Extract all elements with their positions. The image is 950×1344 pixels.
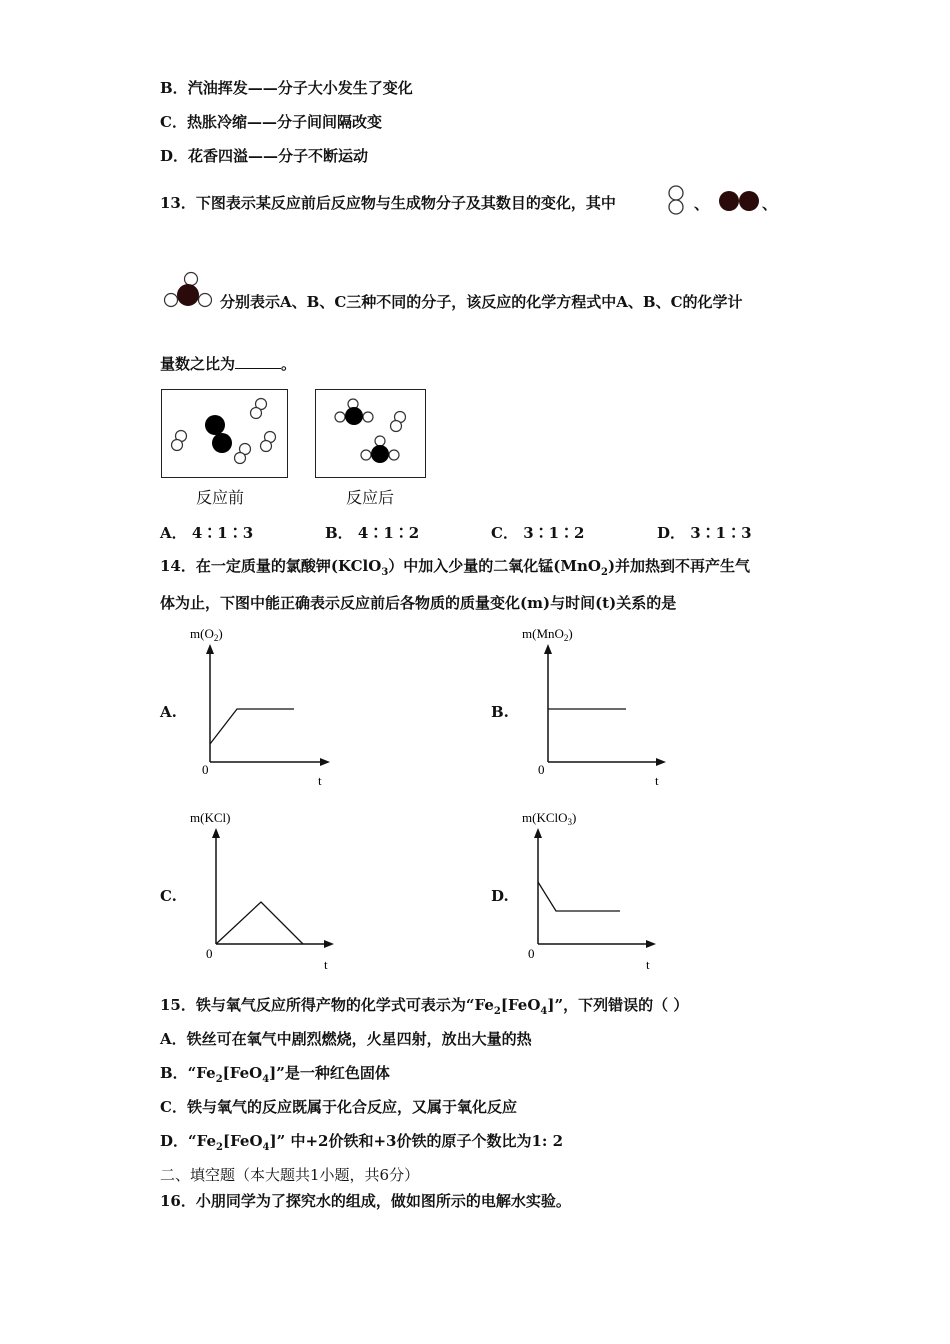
q14-stem-line2: 体为止，下图中能正确表示反应前后各物质的质量变化(m)与时间(t)关系的是 [160,594,677,612]
q12-option-c: C．热胀冷缩——分子间间隔改变 [160,113,382,131]
q12-option-b: B．汽油挥发——分子大小发生了变化 [160,79,413,97]
graph-c-ylabel: m(KCl) [190,810,231,825]
graph-b-ylabel: m(MnO$_2$) [522,626,573,643]
q13-option-a: A． 4∶1∶3 [160,524,254,542]
graph-d-ylabel: m(KClO$_3$) [522,810,577,827]
graph-a-ylabel: $m(O_2)$ [190,626,223,643]
q15-option-b: B．“$Fe_2[FeO_4]$”是一种红色固体 [160,1064,390,1085]
svg-text:t: t [646,957,650,972]
q13-stem-line1: 13．下图表示某反应前后反应物与生成物分子及其数目的变化，其中 [160,194,616,212]
svg-text:t: t [655,773,659,788]
q15-stem: 15．铁与氧气反应所得产物的化学式可表示为“$Fe_2[FeO_4]$”，下列错误的（ ） [160,996,689,1017]
molecule-a-icon [664,184,688,216]
caption-after: 反应后 [346,488,395,507]
svg-text:0: 0 [538,762,545,777]
graph-c [190,806,340,976]
graph-d-line [538,882,620,911]
graph-b-letter: B. [491,703,509,721]
svg-text:t: t [318,773,322,788]
after-molecules [316,390,425,477]
q13-sep1: 、 [694,195,710,213]
q14-stem-line1: 14．在一定质量的氯酸钾(KClO$_3$）中加入少量的二氧化锰(MnO$_2$)并加热到不再产生气 [160,557,751,578]
q12-option-d: D．花香四溢——分子不断运动 [160,147,369,165]
molecule-b-icon [718,189,762,213]
svg-text:0: 0 [528,946,535,961]
graph-b [522,622,672,792]
q16-stem: 16．小朋同学为了探究水的组成，做如图所示的电解水实验。 [160,1192,571,1210]
graph-a-line [210,709,294,744]
graph-a-letter: A. [160,703,177,721]
q13-option-c: C． 3∶1∶2 [491,524,585,542]
q15-option-d: D．“$Fe_2[FeO_4]$” 中+2价铁和+3价铁的原子个数比为1: 2 [160,1132,564,1153]
graph-d-letter: D. [491,887,509,905]
before-molecules [162,390,287,477]
caption-before: 反应前 [196,488,245,507]
q13-stem-line2: 分别表示A、B、C三种不同的分子，该反应的化学方程式中A、B、C的化学计 [220,293,743,311]
svg-text:0: 0 [206,946,213,961]
before-reaction-box [161,389,288,478]
q13-stem-line3: 量数之比为 。 [160,355,297,373]
q13-option-d: D． 3∶1∶3 [657,524,752,542]
q13-sep2: 、 [762,195,778,213]
answer-blank[interactable] [235,354,281,369]
graph-d [522,806,672,976]
q15-option-c: C．铁与氧气的反应既属于化合反应，又属于氧化反应 [160,1098,517,1116]
graph-c-letter: C. [160,887,177,905]
svg-text:0: 0 [202,762,209,777]
q15-option-a: A．铁丝可在氧气中剧烈燃烧，火星四射，放出大量的热 [160,1030,532,1048]
graph-a [190,622,340,792]
graph-c-line [216,902,303,944]
section-heading: 二、填空题（本大题共1小题，共6分） [160,1166,420,1184]
molecule-c-icon [163,270,215,310]
after-reaction-box [315,389,426,478]
svg-text:t: t [324,957,328,972]
q13-option-b: B． 4∶1∶2 [325,524,420,542]
